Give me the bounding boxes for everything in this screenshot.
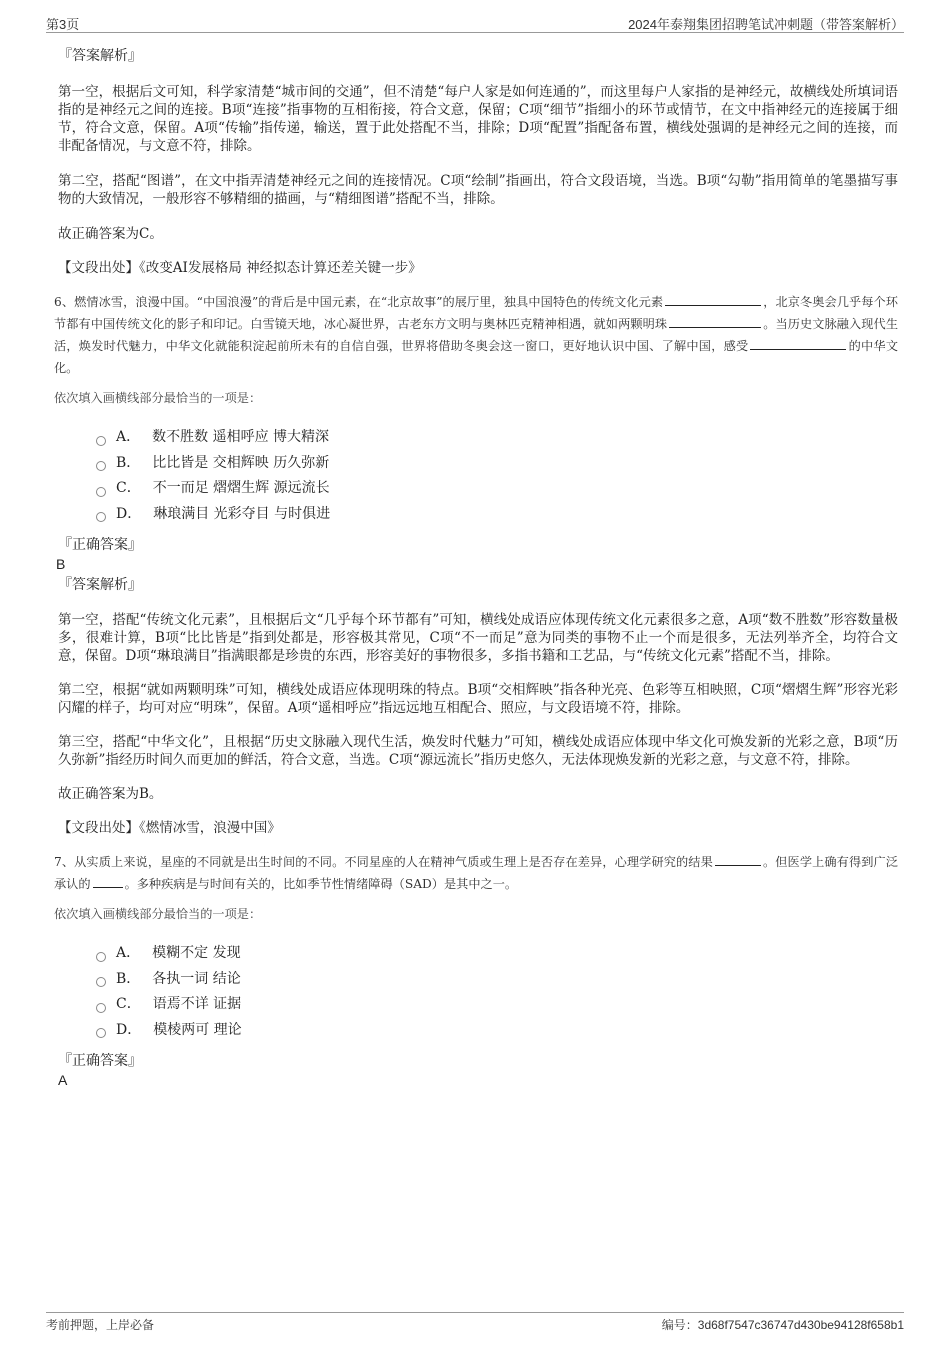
radio-icon[interactable] bbox=[96, 512, 106, 522]
radio-icon[interactable] bbox=[96, 461, 106, 471]
q6-analysis-p2: 第二空，根据“就如两颗明珠”可知，横线处成语应体现明珠的特点。B项“交相辉映”指各种光亮、色彩等互相映照，C项“熠熠生辉”形容光彩闪耀的样子，均可对应“明珠”，保留。A项“遥相呼应”指远远地互相配合、照应，与文段语境不符，排除。 bbox=[58, 682, 898, 716]
q6-blank-1 bbox=[665, 293, 761, 306]
q6-analysis-p1: 第一空，搭配“传统文化元素”，且根据后文“几乎每个环节都有”可知，横线处成语应体现传统文化元素很多之意，A项“数不胜数”形容数量极多，很难计算，B项“比比皆是”指到处都是，形容极其常见，C项“不一而足”意为同类的事物不止一个而是很多，无法列举齐全，均符合文意，保留。D项“琳琅满目”指满眼都是珍贵的东西，形容美好的事物很多，多指书籍和工艺品，与“传统文化元素”搭配不当，排除。 bbox=[58, 612, 898, 664]
q7-option-b[interactable]: B． 各执一词 结论 bbox=[96, 967, 898, 993]
q6-blank-3 bbox=[750, 337, 846, 350]
q7-answer: A bbox=[58, 1072, 68, 1088]
q7-option-c[interactable]: C． 语焉不详 证据 bbox=[96, 992, 898, 1018]
q6-conclusion: 故正确答案为B。 bbox=[58, 786, 163, 802]
q7-blank-1 bbox=[715, 853, 761, 866]
radio-icon[interactable] bbox=[96, 952, 106, 962]
q6-blank-2 bbox=[669, 315, 761, 328]
q6-prompt: 依次填入画横线部分最恰当的一项是： bbox=[54, 391, 262, 405]
q6-options bbox=[58, 425, 898, 527]
q7-stem: 7、从实质上来说，星座的不同就是出生时间的不同。不同星座的人在精神气质或生理上是否存在差异，心理学研究的结果 。但医学上确有得到广泛承认的 。多种疾病是与时间有关的，比如季节性情绪障碍（SAD）是其中之一。 bbox=[54, 855, 898, 891]
q6-source: 【文段出处】《燃情冰雪，浪漫中国》 bbox=[58, 820, 281, 836]
document-title: 2024年泰翔集团招聘笔试冲刺题（带答案解析） bbox=[628, 17, 904, 32]
q6-analysis-label: 『答案解析』 bbox=[58, 577, 142, 593]
q7-options bbox=[58, 941, 898, 1043]
page-footer bbox=[46, 1312, 904, 1335]
q6-option-a[interactable]: A． 数不胜数 遥相呼应 博大精深 bbox=[96, 425, 898, 451]
page-content bbox=[54, 42, 899, 1089]
q7-prompt: 依次填入画横线部分最恰当的一项是： bbox=[54, 907, 262, 921]
page-header bbox=[46, 12, 904, 33]
q5-conclusion: 故正确答案为C。 bbox=[58, 226, 163, 242]
q7-answer-label: 『正确答案』 bbox=[58, 1053, 142, 1069]
q6-option-d[interactable]: D． 琳琅满目 光彩夺目 与时俱进 bbox=[96, 502, 898, 528]
q6-analysis-p3: 第三空，搭配“中华文化”，且根据“历史文脉融入现代生活，焕发时代魅力”可知，横线处成语应体现中华文化可焕发新的光彩之意，B项“历久弥新”指经历时间久而更加的鲜活，符合文意，当选。C项“源远流长”指历史悠久，无法体现焕发新的光彩之意，与文意不符，排除。 bbox=[58, 734, 898, 768]
q7-option-a[interactable]: A． 模糊不定 发现 bbox=[96, 941, 898, 967]
q6-option-b[interactable]: B． 比比皆是 交相辉映 历久弥新 bbox=[96, 451, 898, 477]
q7-option-d[interactable]: D． 模棱两可 理论 bbox=[96, 1018, 898, 1044]
q5-analysis-p2: 第二空，搭配“图谱”，在文中指弄清楚神经元之间的连接情况。C项“绘制”指画出，符合文段语境，当选。B项“勾勒”指用简单的笔墨描写事物的大致情况，一般形容不够精细的描画，与“精细图谱”搭配不当，排除。 bbox=[58, 173, 898, 207]
q6-option-c[interactable]: C． 不一而足 熠熠生辉 源远流长 bbox=[96, 476, 898, 502]
radio-icon[interactable] bbox=[96, 487, 106, 497]
page-number: 第3页 bbox=[46, 17, 80, 32]
q6-answer: B bbox=[56, 556, 66, 572]
footer-slogan: 考前押题，上岸必备 bbox=[46, 1318, 155, 1332]
radio-icon[interactable] bbox=[96, 1028, 106, 1038]
q5-analysis-label: 『答案解析』 bbox=[58, 48, 142, 64]
radio-icon[interactable] bbox=[96, 1003, 106, 1013]
q5-source: 【文段出处】《改变AI发展格局 神经拟态计算还差关键一步》 bbox=[58, 260, 422, 276]
q6-answer-label: 『正确答案』 bbox=[58, 537, 142, 553]
document-code: 编号：3d68f7547c36747d430be94128f658b1 bbox=[661, 1318, 904, 1332]
radio-icon[interactable] bbox=[96, 436, 106, 446]
q6-stem: 6、燃情冰雪，浪漫中国。“中国浪漫”的背后是中国元素，在“北京故事”的展厅里，独具中国特色的传统文化元素 ，北京冬奥会几乎每个环节都有中国传统文化的影子和印记。白雪镜天地，冰心凝世界，古老东方文明与奥林匹克精神相遇，就如两颗明珠 。当历史文脉融入现代生活，焕发时代魅力，中华文化就能积淀起前所未有的自信自强，世界将借助冬奥会这一窗口，更好地认识中国、了解中国，感受 的中华文化。 bbox=[54, 295, 899, 375]
q5-analysis-p1: 第一空，根据后文可知，科学家清楚“城市间的交通”，但不清楚“每户人家是如何连通的”，而这里每户人家指的是神经元，故横线处所填词语指的是神经元之间的连接。B项“连接”指事物的互相衔接，符合文意，保留；C项“细节”指细小的环节或情节，在文中指神经元的连接属于细节，符合文意，保留。A项“传输”指传递，输送，置于此处搭配不当，排除；D项“配置”指配备布置，横线处强调的是神经元之间的连接，而非配备情况，与文意不符，排除。 bbox=[58, 84, 898, 154]
radio-icon[interactable] bbox=[96, 977, 106, 987]
q7-blank-2 bbox=[93, 875, 123, 888]
